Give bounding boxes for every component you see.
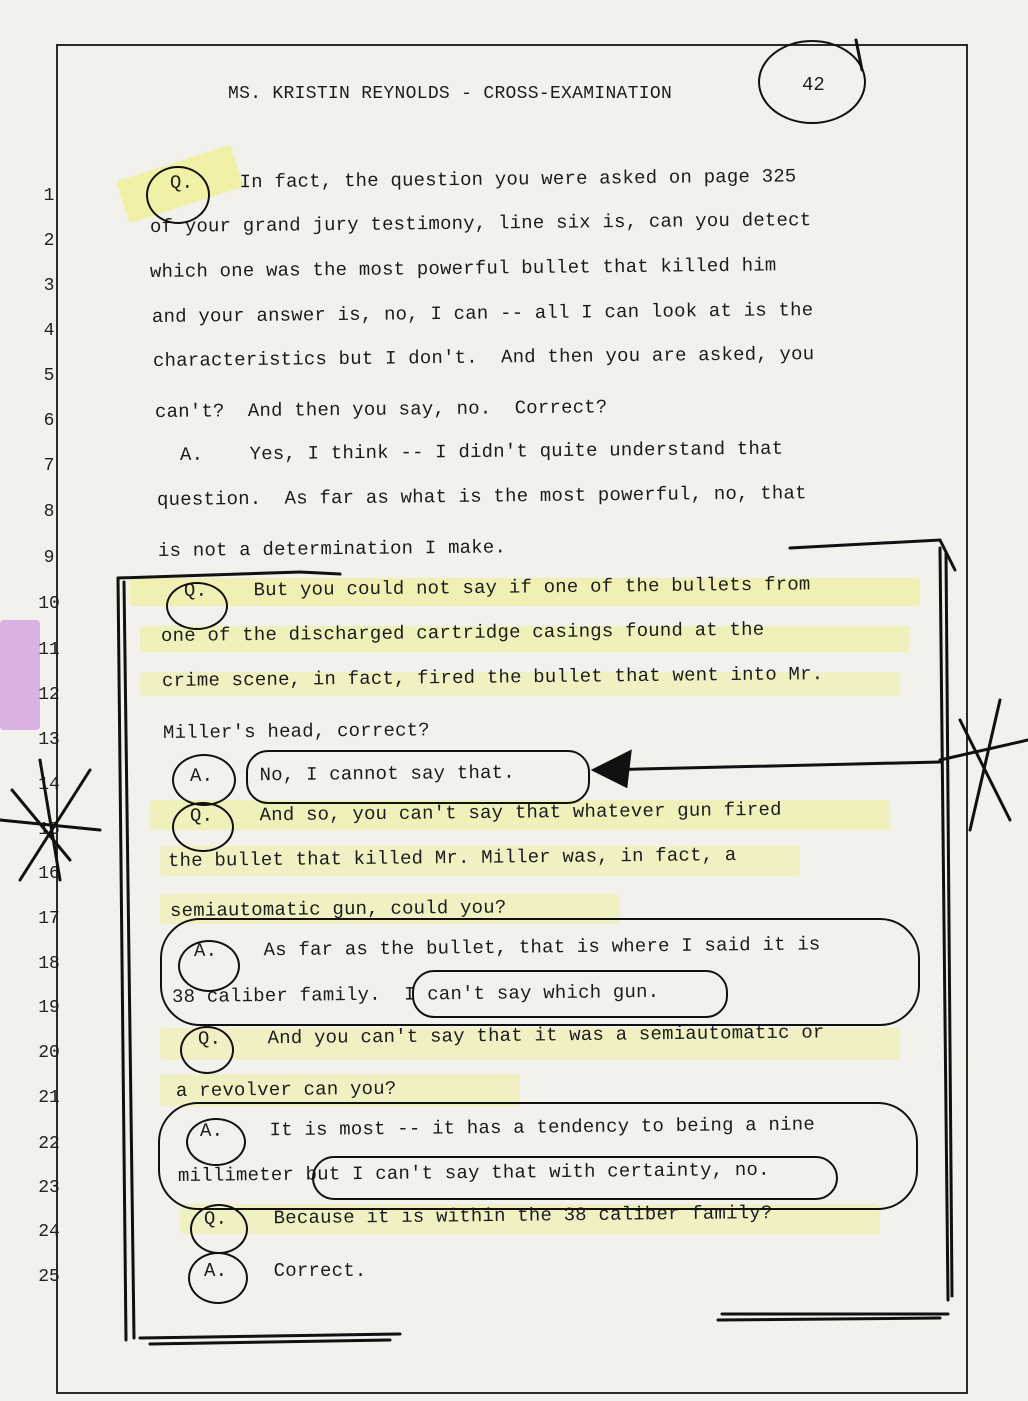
transcript-line: Q. And you can't say that it was a semiautomatic or: [197, 1021, 825, 1050]
transcript-line: 38 caliber family. I can't say which gun.: [171, 980, 660, 1008]
transcript-line: the bullet that killed Mr. Miller was, in fact, a: [167, 844, 737, 872]
transcript-line: can't? And then you say, no. Correct?: [154, 396, 608, 423]
transcript-line: characteristics but I don't. And then you are asked, you: [152, 343, 815, 372]
transcript-line: Q. And so, you can't say that whatever gun fired: [189, 798, 782, 827]
transcript-line: one of the discharged cartridge casings found at the: [160, 618, 765, 647]
line-number: 14: [38, 775, 60, 795]
line-number: 6: [43, 411, 55, 431]
transcript-line: is not a determination I make.: [157, 536, 507, 562]
transcript-line: crime scene, in fact, fired the bullet that went into Mr.: [161, 663, 824, 692]
transcript-line: semiautomatic gun, could you?: [169, 896, 507, 922]
line-number: 22: [38, 1134, 60, 1154]
line-number: 18: [38, 954, 60, 974]
transcript-line: a revolver can you?: [175, 1077, 397, 1102]
transcript-line: question. As far as what is the most powerful, no, that: [156, 482, 807, 511]
transcript-line: A. Correct.: [204, 1260, 367, 1282]
line-number: 15: [38, 820, 60, 840]
transcript-line: Q. In fact, the question you were asked on page 325: [169, 165, 797, 194]
line-number: 19: [38, 998, 60, 1018]
line-number: 21: [38, 1088, 60, 1108]
transcript-line: Q. Because it is within the 38 caliber family?: [203, 1202, 773, 1230]
transcript-line: A. Yes, I think -- I didn't quite understand that: [179, 437, 784, 466]
line-number: 5: [43, 366, 55, 386]
transcript-line: Miller's head, correct?: [162, 719, 430, 744]
transcript-line: millimeter but I can't say that with certainty, no.: [177, 1158, 770, 1187]
line-number: 4: [43, 321, 55, 341]
line-number: 24: [38, 1222, 60, 1242]
line-number: 17: [38, 909, 60, 929]
line-number: 8: [43, 502, 55, 522]
line-number: 7: [43, 456, 55, 476]
transcript-line: which one was the most powerful bullet that killed him: [149, 254, 777, 283]
transcript-line: of your grand jury testimony, line six is, can you detect: [149, 209, 812, 238]
page-number: 42: [802, 74, 825, 96]
line-number: 23: [38, 1178, 60, 1198]
line-number: 12: [38, 685, 60, 705]
line-number: 25: [38, 1267, 60, 1287]
line-number: 1: [43, 186, 55, 206]
line-number: 2: [43, 231, 55, 251]
line-number: 11: [38, 640, 60, 660]
line-number: 9: [43, 548, 55, 568]
line-number: 10: [38, 594, 60, 614]
transcript-line: A. It is most -- it has a tendency to being a nine: [199, 1113, 815, 1142]
transcript-line: A. No, I cannot say that.: [189, 761, 515, 787]
line-number: 3: [43, 276, 55, 296]
line-number: 13: [38, 730, 60, 750]
page-header-title: MS. KRISTIN REYNOLDS - CROSS-EXAMINATION: [228, 84, 673, 104]
line-number: 20: [38, 1043, 60, 1063]
transcript-line: A. As far as the bullet, that is where I said it is: [193, 933, 821, 962]
transcript-line: Q. But you could not say if one of the bullets from: [183, 573, 811, 602]
transcript-line: and your answer is, no, I can -- all I can look at is the: [151, 299, 814, 328]
line-number: 16: [38, 864, 60, 884]
